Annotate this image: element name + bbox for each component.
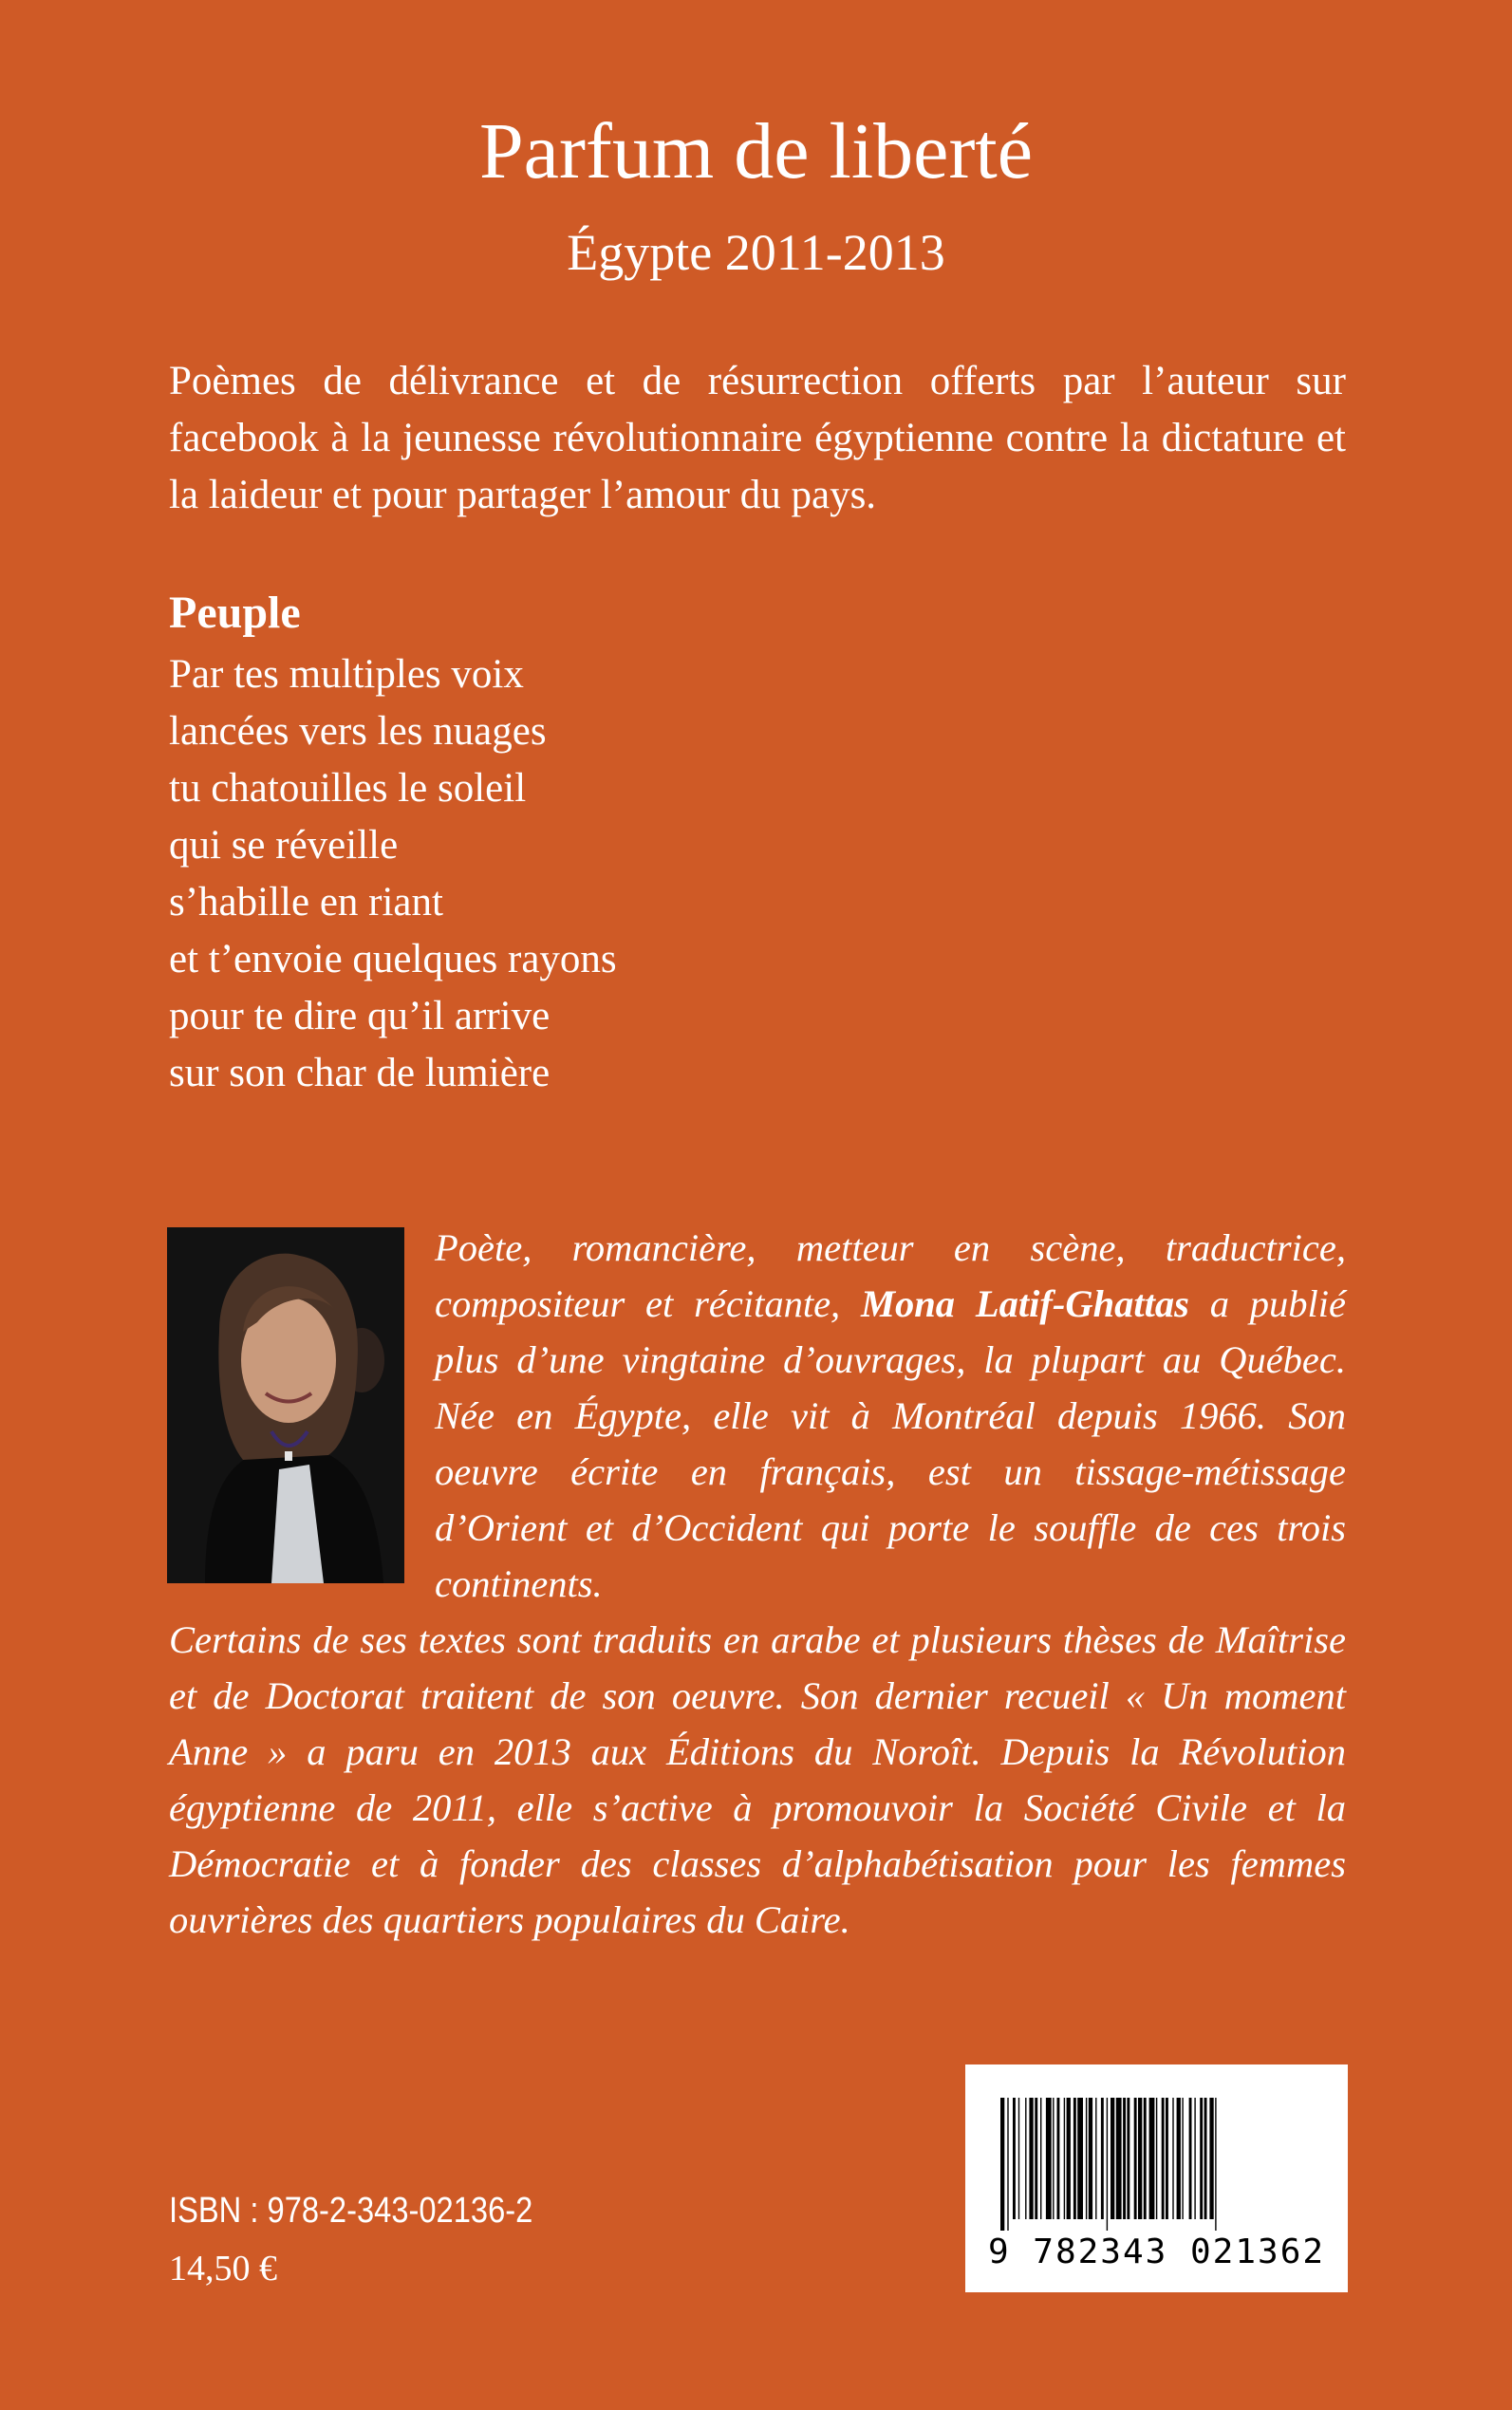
barcode-bar [1138,2098,1142,2219]
barcode-bar [1123,2098,1126,2219]
barcode-bars-icon [1000,2098,1313,2231]
barcode-bar [1046,2098,1052,2219]
poem-line: tu chatouilles le soleil [169,766,527,811]
author-bio-continued: Certains de ses textes sont traduits en arabe et plusieurs thèses de Maîtrise et de Doctorat traitent de son oeuvre. Son dernier recueil « Un moment Anne » a paru en 2013 aux Éditions du Noroît. Depuis la Révolution égyptienne de 2011, elle s’active à promouvoir la Société Civile et la Démocratie et à fonder des classes d’alphabétisation pour les femmes ouvrières des quartiers populaires du Caire. [169,1618,1346,1941]
barcode-bar [1013,2098,1016,2219]
barcode-bar [1025,2098,1026,2219]
barcode-bar [1077,2098,1083,2219]
author-bio [169,1220,1346,1948]
poem-lines [169,646,617,1102]
barcode-bar [1182,2098,1183,2219]
barcode-bar [1029,2098,1033,2219]
barcode-bar [1107,2098,1108,2231]
barcode-bar [1149,2098,1155,2219]
barcode-bar [1057,2098,1060,2219]
poem-line: qui se réveille [169,823,399,868]
poem-title: Peuple [169,588,301,638]
barcode-bar [1095,2098,1096,2219]
barcode-bar [1156,2098,1157,2219]
barcode-bar [1053,2098,1054,2219]
barcode-bar [1000,2098,1004,2231]
poem-line: et t’envoie quelques rayons [169,937,617,981]
barcode-bar [1215,2098,1216,2231]
author-bio-intro: Poète, romancière, metteur en scène, traductrice, compositeur et récitante, [435,1226,1346,1325]
barcode-bar [1200,2098,1203,2219]
barcode-bar [1101,2098,1104,2219]
barcode-bar [1086,2098,1087,2219]
barcode-bar [1166,2098,1168,2219]
price: 14,50 € [169,2249,277,2289]
barcode-bar [1204,2098,1207,2219]
barcode-bar [1089,2098,1092,2219]
book-subtitle: Égypte 2011-2013 [567,224,945,281]
barcode-bar [1111,2098,1114,2219]
photo-spacer [169,1220,435,1609]
poem-line: s’habille en riant [169,880,443,925]
barcode-bar [1189,2098,1192,2219]
barcode-number: 9 782343 021362 [987,2233,1326,2271]
barcode-bar [1172,2098,1173,2219]
barcode-bar [1067,2098,1071,2219]
isbn: ISBN : 978-2-343-02136-2 [169,2191,533,2231]
barcode-bar [1209,2098,1213,2219]
poem-line: sur son char de lumière [169,1051,551,1095]
poem-line: pour te dire qu’il arrive [169,994,551,1038]
barcode-bar [1127,2098,1129,2219]
barcode-bar [1018,2098,1019,2219]
intro-paragraph: Poèmes de délivrance et de résurrection offerts par l’auteur sur facebook à la jeunesse révolutionnaire égyptienne contre la dictature et la laideur et pour partager l’amour du pays. [169,359,1346,517]
author-name: Mona Latif-Ghattas [861,1282,1189,1325]
poem-line: lancées vers les nuages [169,709,547,754]
barcode-bar [1064,2098,1065,2219]
poem-line: Par tes multiples voix [169,652,524,697]
barcode-bar [1134,2098,1137,2219]
barcode-bar [1035,2098,1037,2219]
barcode [965,2064,1348,2292]
barcode-bar [1073,2098,1076,2219]
book-title: Parfum de liberté [478,107,1034,196]
barcode-bar [1177,2098,1181,2219]
barcode-bar [1144,2098,1147,2219]
barcode-bar [1040,2098,1041,2219]
barcode-bar [1162,2098,1165,2219]
barcode-bar [1194,2098,1195,2219]
barcode-bar [1116,2098,1122,2219]
author-bio-main: a publié plus d’une vingtaine d’ouvrages, la plupart au Québec. Née en Égypte, elle vit à Montréal depuis 1966. Son oeuvre écrite en français, est un tissage-métissage d’Orient et d’Occident qui porte le souffle de ces trois continents. [435,1282,1347,1605]
barcode-bar [1007,2098,1008,2231]
